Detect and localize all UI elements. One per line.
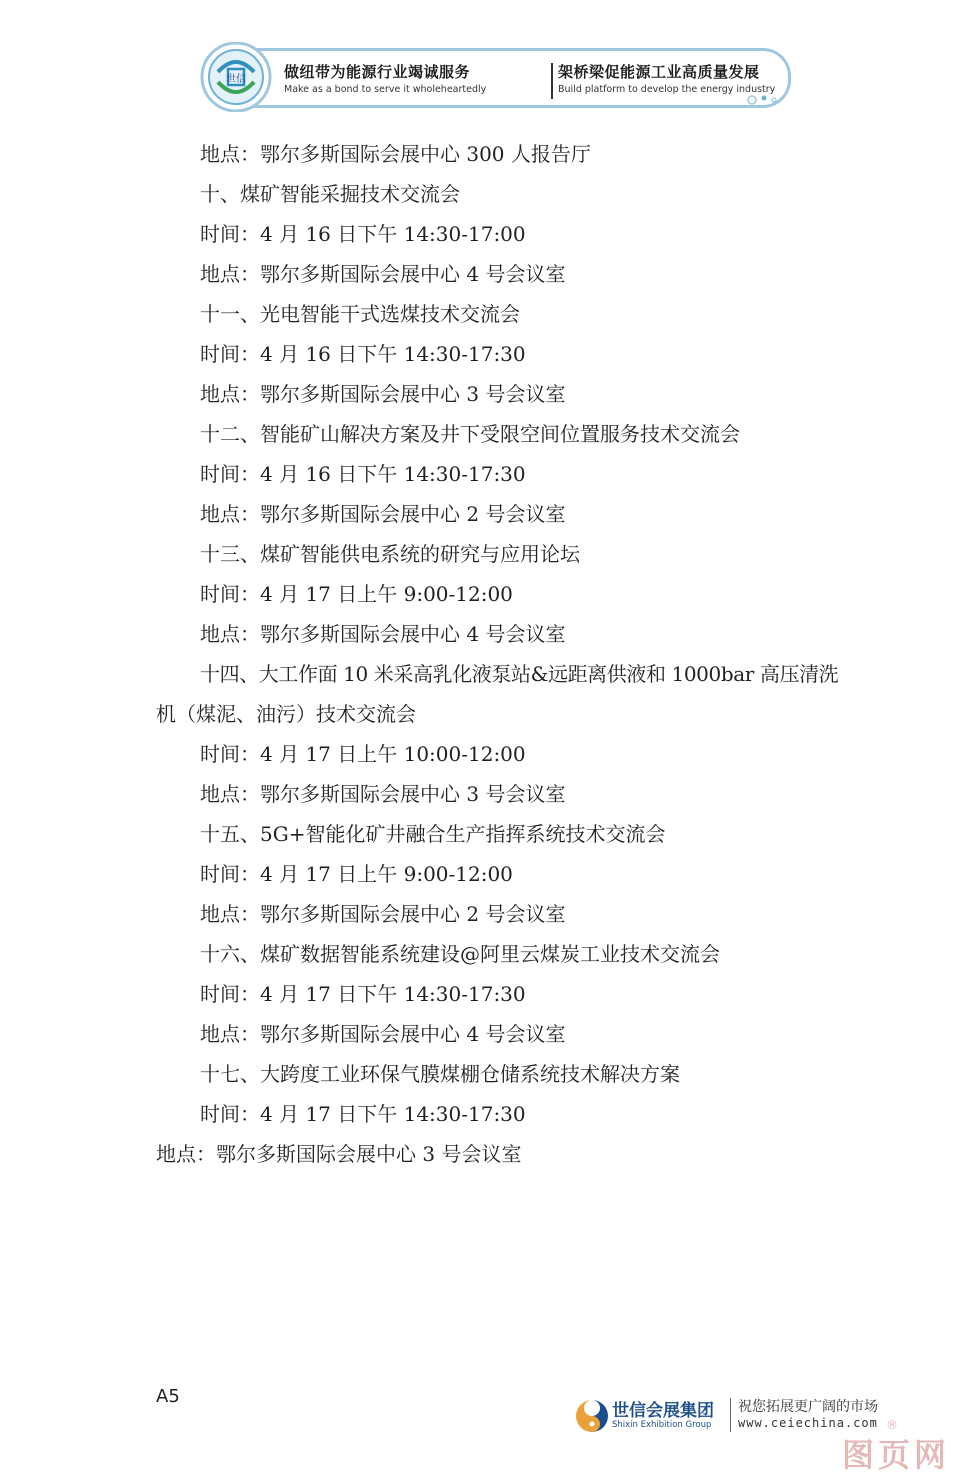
header-banner <box>198 42 798 112</box>
footer-separator <box>730 1398 731 1432</box>
text-line: 地点：鄂尔多斯国际会展中心 3 号会议室 <box>200 382 566 406</box>
decorative-dots-icon <box>746 92 786 106</box>
text-line: 地点：鄂尔多斯国际会展中心 2 号会议室 <box>200 502 566 526</box>
company-logo-icon <box>198 42 278 112</box>
text-line: 时间：4 月 17 日上午 9:00-12:00 <box>200 862 513 886</box>
header-separator <box>551 63 553 99</box>
text-line: 地点：鄂尔多斯国际会展中心 3 号会议室 <box>156 1142 522 1166</box>
text-line: 时间：4 月 17 日下午 14:30-17:30 <box>200 982 526 1006</box>
text-line: 十一、光电智能干式选煤技术交流会 <box>200 302 520 326</box>
text-line: 十六、煤矿数据智能系统建设@阿里云煤炭工业技术交流会 <box>200 942 720 966</box>
tagline-left-en: Make as a bond to serve it wholeheartedly <box>284 84 487 95</box>
text-line: 机（煤泥、油污）技术交流会 <box>156 702 416 726</box>
text-line: 十三、煤矿智能供电系统的研究与应用论坛 <box>200 542 580 566</box>
text-line: 十、煤矿智能采掘技术交流会 <box>200 182 460 206</box>
header-bar <box>236 48 791 108</box>
text-line: 十五、5G+智能化矿井融合生产指挥系统技术交流会 <box>200 822 666 846</box>
brand-name-en: Shixin Exhibition Group <box>612 1420 712 1430</box>
footer-slogan: 祝您拓展更广阔的市场 <box>738 1399 878 1415</box>
text-line: 十七、大跨度工业环保气膜煤棚仓储系统技术解决方案 <box>200 1062 680 1086</box>
text-line: 十四、大工作面 10 米采高乳化液泵站&远距离供液和 1000bar 高压清洗 <box>200 662 839 686</box>
text-line: 时间：4 月 17 日下午 14:30-17:30 <box>200 1102 526 1126</box>
text-line: 地点：鄂尔多斯国际会展中心 2 号会议室 <box>200 902 566 926</box>
registered-mark: ® <box>886 1418 898 1432</box>
brand-name-cn: 世信会展集团 <box>612 1401 714 1421</box>
text-line: 十二、智能矿山解决方案及井下受限空间位置服务技术交流会 <box>200 422 740 446</box>
website-link[interactable]: www.ceiechina.com <box>738 1416 878 1430</box>
site-watermark: 图页网 <box>842 1436 951 1474</box>
text-line: 时间：4 月 16 日下午 14:30-17:00 <box>200 222 526 246</box>
tagline-right-en: Build platform to develop the energy industry <box>558 84 776 95</box>
text-line: 时间：4 月 17 日上午 10:00-12:00 <box>200 742 526 766</box>
text-line: 时间：4 月 16 日下午 14:30-17:30 <box>200 342 526 366</box>
text-line: 地点：鄂尔多斯国际会展中心 3 号会议室 <box>200 782 566 806</box>
text-line: 地点：鄂尔多斯国际会展中心 4 号会议室 <box>200 1022 566 1046</box>
page-number: A5 <box>156 1386 180 1407</box>
text-line: 地点：鄂尔多斯国际会展中心 4 号会议室 <box>200 622 566 646</box>
text-line: 地点：鄂尔多斯国际会展中心 4 号会议室 <box>200 262 566 286</box>
text-line: 地点：鄂尔多斯国际会展中心 300 人报告厅 <box>200 142 591 166</box>
text-line: 时间：4 月 17 日上午 9:00-12:00 <box>200 582 513 606</box>
logo-text: 世信 <box>226 74 246 85</box>
brand-logo-icon <box>574 1398 610 1434</box>
text-line: 时间：4 月 16 日下午 14:30-17:30 <box>200 462 526 486</box>
tagline-left-cn: 做纽带为能源行业竭诚服务 <box>284 63 471 81</box>
tagline-right-cn: 架桥梁促能源工业高质量发展 <box>558 63 760 81</box>
